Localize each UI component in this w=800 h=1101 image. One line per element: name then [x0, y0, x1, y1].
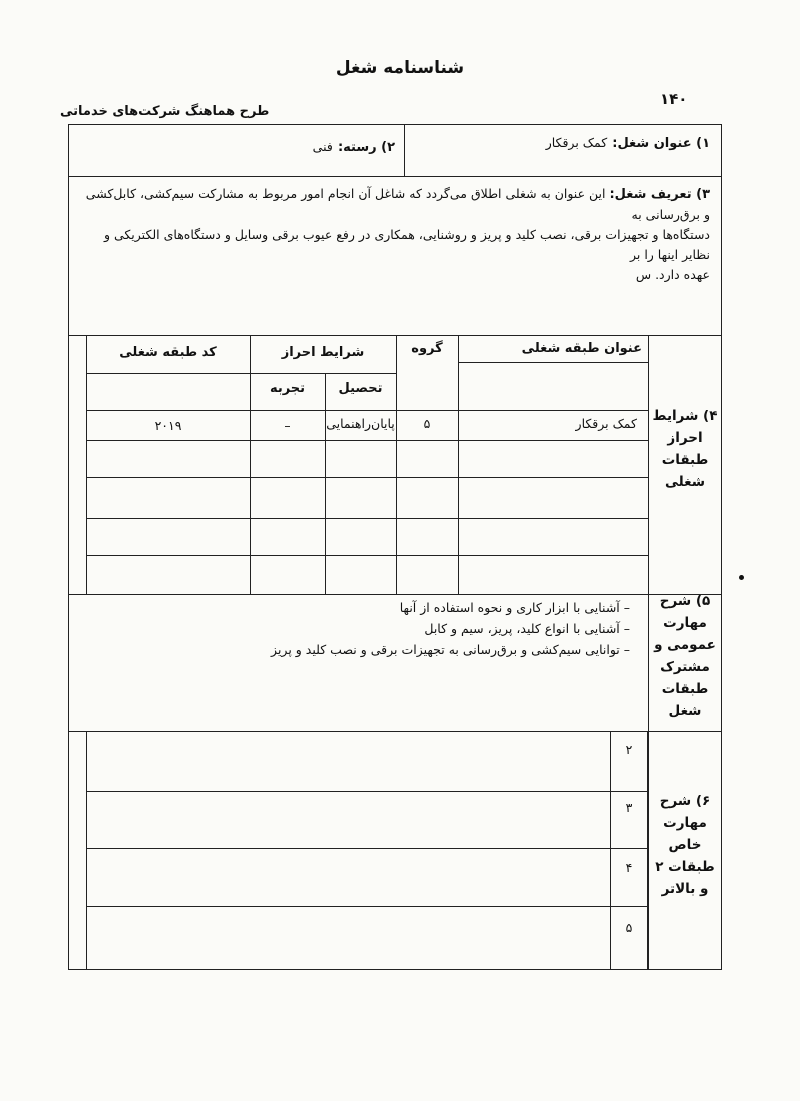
table-divider — [610, 731, 611, 970]
page-number: ۱۴۰ — [660, 90, 688, 108]
header-job-class-code: کد طبقه شغلی — [119, 345, 217, 360]
table-divider — [86, 848, 648, 849]
specific-skills-table — [86, 731, 648, 970]
job-definition — [82, 184, 710, 285]
scan-mark — [739, 575, 744, 580]
page-title: شناسنامه شغل — [335, 58, 465, 78]
job-title-value: کمک برقکار — [545, 135, 608, 150]
table-divider — [86, 555, 648, 556]
category-label: ۲) رسته: — [337, 140, 395, 155]
divider — [68, 594, 722, 595]
list-item: – آشنایی با ابزار کاری و نحوه استفاده از آنها — [399, 600, 630, 615]
row-number: ۵ — [625, 920, 633, 935]
table-divider — [325, 373, 326, 594]
job-definition-line: ۳) تعریف شغل: این عنوان به شغلی اطلاق می‌گردد که شاغل آن انجام امور مربوط به مشارکت سیم‌کشی، کابل‌کشی و برق‌رسانی به — [85, 186, 710, 222]
cell-group: ۵ — [423, 416, 431, 431]
job-title-field — [410, 132, 710, 153]
table-divider — [86, 906, 648, 907]
job-definition-line: عهده دارد. س — [635, 267, 710, 282]
divider — [68, 335, 722, 336]
table-divider — [458, 362, 648, 363]
table-divider — [250, 373, 396, 374]
header-group: گروه — [411, 341, 443, 356]
table-divider — [86, 791, 648, 792]
cell-education: پایان‌راهنمایی — [326, 416, 395, 431]
job-definition-label: ۳) تعریف شغل: — [609, 187, 710, 202]
side-column-divider — [648, 335, 649, 970]
row-number: ۲ — [625, 742, 633, 757]
header-qualifications: شرایط احراز — [281, 345, 365, 360]
header-experience: تجربه — [269, 381, 306, 396]
cell-job-class-title: کمک برقکار — [575, 416, 637, 431]
category-value: فنی — [312, 139, 333, 154]
section5-label: ۵) شرح مهارت عمومی و مشترک طبقات شغل — [654, 593, 716, 719]
job-definition-line: دستگاه‌ها و تجهیزات برقی، نصب کلید و پریز و روشنایی، همکاری در رفع عیوب برقی وسایل و دستگاه‌های الکتریکی و نظایر اینها را بر — [103, 227, 710, 262]
divider — [68, 176, 722, 177]
job-title-label: ۱) عنوان شغل: — [612, 136, 710, 151]
table-divider — [86, 477, 648, 478]
cell-job-class-code: ۲۰۱۹ — [154, 418, 182, 433]
table-divider — [86, 440, 648, 441]
row-number: ۴ — [625, 860, 633, 875]
header-job-class-title: عنوان طبقه شغلی — [521, 341, 642, 356]
row-number: ۳ — [625, 800, 633, 815]
category-field — [240, 136, 395, 157]
list-item: – توانایی سیم‌کشی و برق‌رسانی به تجهیزات برقی و نصب کلید و پریز — [271, 642, 630, 657]
section6-label: ۶) شرح مهارت خاص طبقات ۲ و بالاتر — [655, 793, 715, 897]
divider — [404, 124, 405, 176]
cell-experience: – — [284, 418, 291, 433]
table-divider — [86, 518, 648, 519]
general-skills-list — [120, 597, 630, 660]
section4-label: ۴) شرایط احراز طبقات شغلی — [652, 408, 718, 490]
header-education: تحصیل — [338, 381, 383, 396]
list-item: – آشنایی با انواع کلید، پریز، سیم و کابل — [424, 621, 630, 636]
table-divider — [86, 410, 648, 411]
organization-name: طرح هماهنگ شرکت‌های خدماتی — [60, 104, 270, 119]
table-divider — [86, 373, 250, 374]
